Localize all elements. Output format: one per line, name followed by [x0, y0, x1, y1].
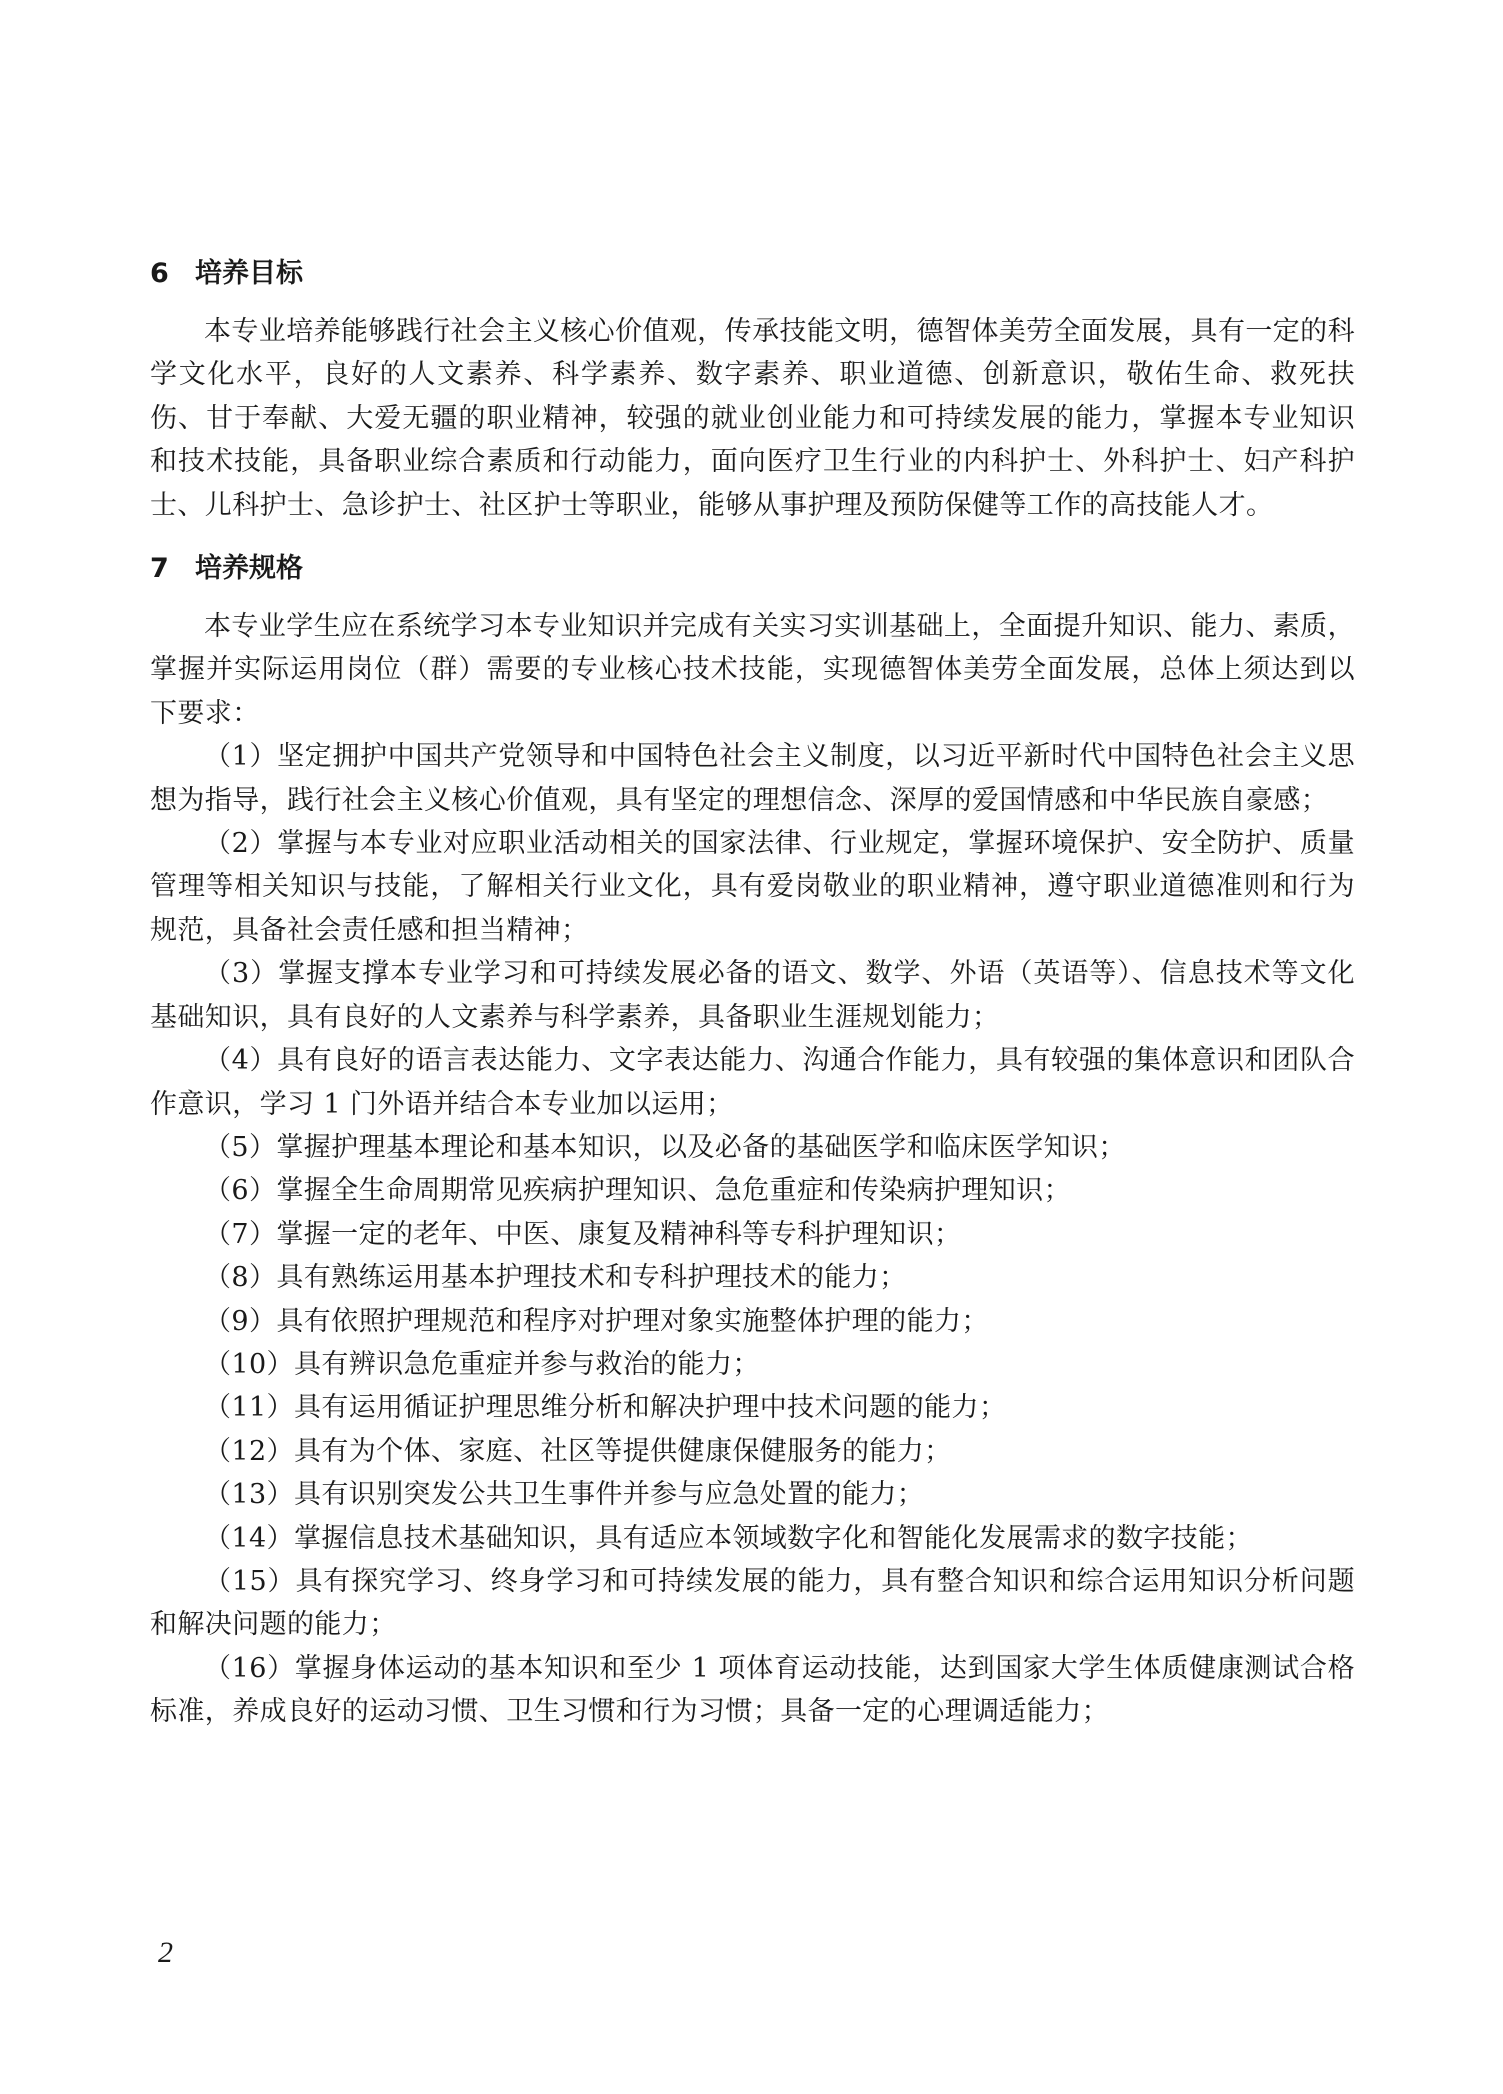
document-page — [150, 240, 1355, 1734]
list-item: （11）具有运用循证护理思维分析和解决护理中技术问题的能力； — [204, 1392, 1007, 1424]
section-heading-6 — [150, 254, 1355, 294]
section-number: 6 — [150, 258, 169, 289]
list-item: （14）掌握信息技术基础知识，具有适应本领域数字化和智能化发展需求的数字技能； — [204, 1522, 1253, 1554]
list-item: （8）具有熟练运用基本护理技术和专科护理技术的能力； — [204, 1262, 907, 1294]
body-paragraph: 本专业学生应在系统学习本专业知识并完成有关实习实训基础上，全面提升知识、能力、素质，掌握并实际运用岗位（群）需要的专业核心技术技能，实现德智体美劳全面发展，总体上须达到以下要求： — [150, 611, 1355, 729]
list-item: （10）具有辨识急危重症并参与救治的能力； — [204, 1348, 760, 1380]
section-number: 7 — [150, 553, 169, 585]
section-heading-7 — [150, 549, 1355, 589]
list-item: （13）具有识别突发公共卫生事件并参与应急处置的能力； — [204, 1479, 925, 1511]
section-title: 培养目标 — [195, 258, 303, 289]
list-item: （4）具有良好的语言表达能力、文字表达能力、沟通合作能力，具有较强的集体意识和团队合作意识，学习 1 门外语并结合本专业加以运用； — [150, 1045, 1355, 1120]
list-item: （2）掌握与本专业对应职业活动相关的国家法律、行业规定，掌握环境保护、安全防护、质量管理等相关知识与技能，了解相关行业文化，具有爱岗敬业的职业精神，遵守职业道德准则和行为规范，具备社会责任感和担当精神； — [150, 828, 1355, 946]
body-paragraph: 本专业培养能够践行社会主义核心价值观，传承技能文明，德智体美劳全面发展，具有一定的科学文化水平，良好的人文素养、科学素养、数字素养、职业道德、创新意识，敬佑生命、救死扶伤、甘于奉献、大爱无疆的职业精神，较强的就业创业能力和可持续发展的能力，掌握本专业知识和技术技能，具备职业综合素质和行动能力，面向医疗卫生行业的内科护士、外科护士、妇产科护士、儿科护士、急诊护士、社区护士等职业，能够从事护理及预防保健等工作的高技能人才。 — [150, 316, 1355, 521]
list-item: （5）掌握护理基本理论和基本知识，以及必备的基础医学和临床医学知识； — [204, 1131, 1126, 1163]
list-item: （6）掌握全生命周期常见疾病护理知识、急危重症和传染病护理知识； — [204, 1175, 1071, 1207]
list-item: （1）坚定拥护中国共产党领导和中国特色社会主义制度，以习近平新时代中国特色社会主义思想为指导，践行社会主义核心价值观，具有坚定的理想信念、深厚的爱国情感和中华民族自豪感； — [150, 741, 1355, 816]
page-number: 2 — [158, 1936, 173, 1969]
list-item: （16）掌握身体运动的基本知识和至少 1 项体育运动技能，达到国家大学生体质健康测试合格标准，养成良好的运动习惯、卫生习惯和行为习惯；具备一定的心理调适能力； — [150, 1652, 1355, 1728]
list-item: （3）掌握支撑本专业学习和可持续发展必备的语文、数学、外语（英语等）、信息技术等文化基础知识，具有良好的人文素养与科学素养，具备职业生涯规划能力； — [150, 958, 1355, 1033]
requirements-list — [150, 735, 1355, 1733]
list-item: （12）具有为个体、家庭、社区等提供健康保健服务的能力； — [204, 1435, 952, 1467]
section-title: 培养规格 — [195, 553, 303, 585]
list-item: （7）掌握一定的老年、中医、康复及精神科等专科护理知识； — [204, 1218, 962, 1250]
list-item: （9）具有依照护理规范和程序对护理对象实施整体护理的能力； — [204, 1305, 989, 1337]
list-item: （15）具有探究学习、终身学习和可持续发展的能力，具有整合知识和综合运用知识分析问题和解决问题的能力； — [150, 1565, 1355, 1641]
